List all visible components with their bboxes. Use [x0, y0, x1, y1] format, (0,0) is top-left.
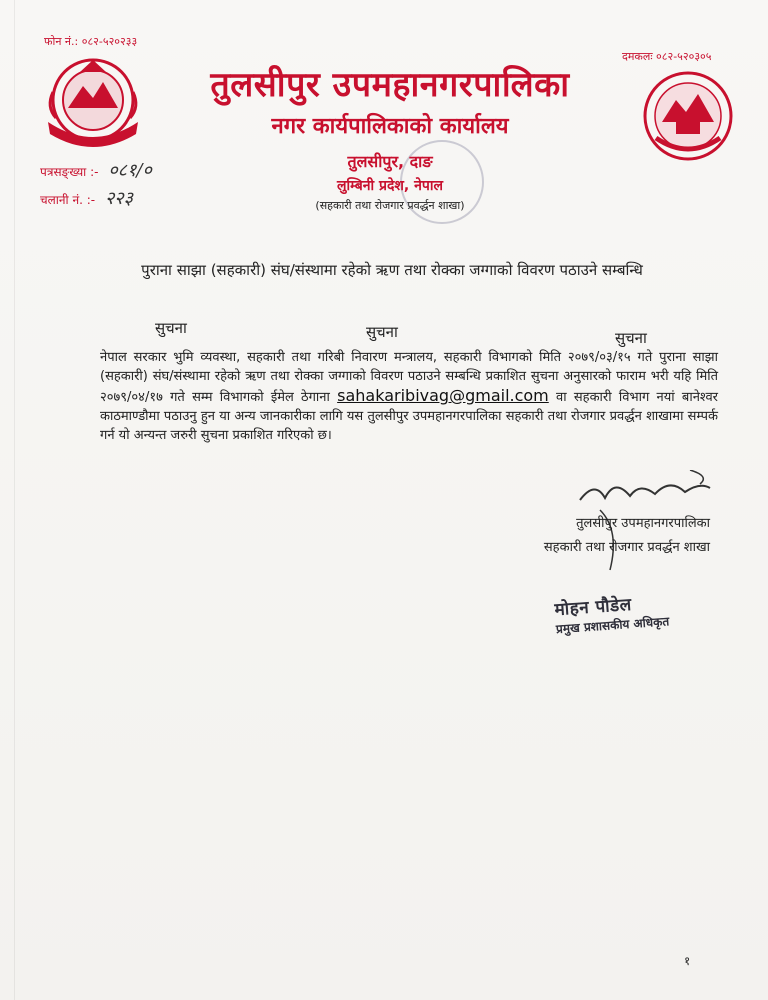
body-text-after-email: वा सहकारी विभाग नयां बानेश्वर काठमाण्डौमा पठाउनु हुन या अन्य जानकारीका लागि यस तुलसीपुर उपमहानगरपालिका सहकारी तथा रोजगार प्रवर्द्धन शाखामा सम्पर्क गर्न यो अन्यन्त जरुरी सुचना प्रकाशित गरिएको छ। [100, 390, 718, 443]
phone-number: फोन नं.: ०८२-५२०२३३ [44, 35, 138, 48]
signatory-block [490, 512, 710, 560]
dispatch-number-value: २२३ [104, 188, 134, 209]
letter-number-label: पत्रसङ्ख्या :- [40, 165, 99, 179]
dispatch-number-label: चलानी नं. :- [40, 193, 96, 207]
officer-post: प्रमुख प्रशासकीय अधिकृत [555, 614, 670, 637]
officer-seal [554, 587, 706, 637]
office-name: नगर कार्यपालिकाको कार्यालय [271, 114, 509, 139]
notice-heading-3: सुचना [615, 329, 647, 347]
nepal-government-emblem-icon [38, 52, 148, 152]
signatory-line-1: तुलसीपुर उपमहानगरपालिका [576, 516, 710, 531]
province-name: लुम्बिनी प्रदेश, नेपाल [337, 178, 443, 194]
signatory-line-2: सहकारी तथा रोजगार प्रवर्द्धन शाखा [543, 540, 710, 555]
office-address: तुलसीपुर, दाङ [347, 152, 433, 171]
email-link[interactable]: sahakaribivag@gmail.com [337, 386, 549, 405]
officer-name: मोहन पौडेल [553, 594, 633, 621]
branch-name: (सहकारी तथा रोजगार प्रवर्द्धन शाखा) [315, 199, 465, 212]
notice-heading-1: सुचना [155, 319, 187, 337]
notice-heading-2: सुचना [366, 323, 398, 341]
letter-number-row [40, 158, 152, 182]
municipality-logo-icon [642, 70, 734, 162]
notice-body [100, 348, 718, 445]
margin-line [14, 0, 15, 1000]
letter-subject: पुराना साझा (सहकारी) संघ/संस्थामा रहेको ऋण तथा रोक्का जग्गाको विवरण पठाउने सम्बन्धि [141, 261, 643, 279]
dispatch-number-row [40, 186, 133, 210]
letter-number-value: ०८१/० [108, 160, 152, 181]
body-text-before-email: नेपाल सरकार भुमि व्यवस्था, सहकारी तथा गरिबी निवारण मन्त्रालय, सहकारी विभागको मिति २०७९/०३/१५ गते पुराना साझा (सहकारी) संघ/संस्थामा रहेको ऋण तथा रोक्का जग्गाको विवरण पठाउने सम्बन्धि प्रकाशित सुचना अनुसारको फाराम भरी यहि मिति २०७९/०४/१७ गते सम्म विभागको ईमेल ठेगाना [100, 350, 718, 405]
page-number: १ [684, 954, 691, 968]
organization-title: तुलसीपुर उपमहानगरपालिका [210, 65, 570, 105]
fire-number: दमकलः ०८२-५२०३०५ [622, 50, 712, 63]
